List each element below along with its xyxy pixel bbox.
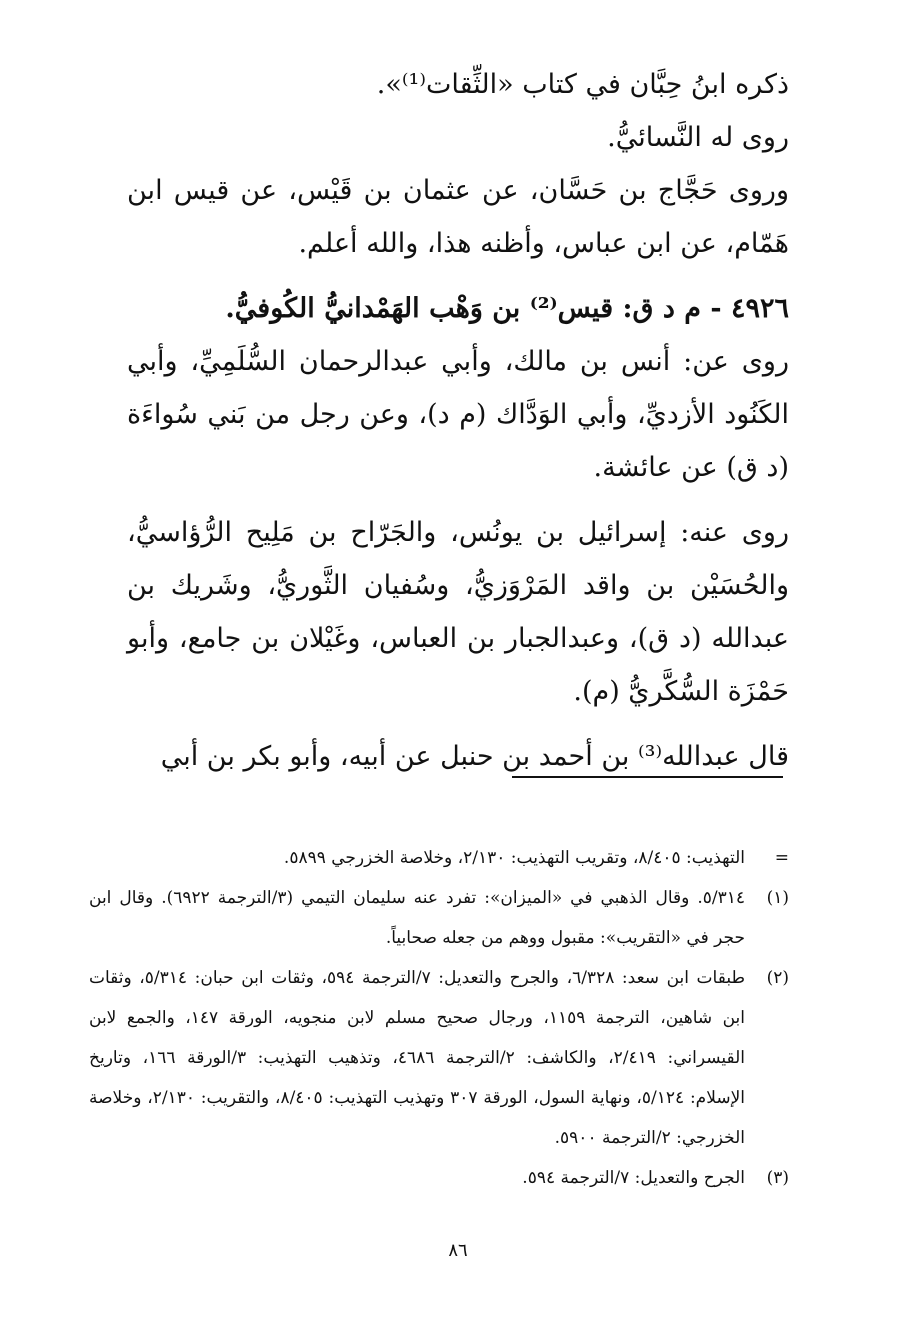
footnote bbox=[89, 1158, 789, 1198]
footnote-text: الجرح والتعديل: ٧/الترجمة ٥٩٤. bbox=[522, 1168, 745, 1188]
footnote-text: طبقات ابن سعد: ٦/٣٢٨، والجرح والتعديل: ٧/الترجمة ٥٩٤، وثقات ابن حبان: ٥/٣١٤، وثقات ابن شاهين، الترجمة ١١٥٩، ورجال صحيح مسلم لابن منجويه، الورقة ١٤٧، والجمع لابن القيسراني: ٢/٤١٩، والكاشف: ٢/الترجمة ٤٦٨٦، وتذهيب التهذيب: ٣/الورقة ١٦٦، وتاريخ الإسلام: ٥/١٢٤، ونهاية السول، الورقة ٣٠٧ وتهذيب التهذيب: ٨/٤٠٥، والتقريب: ٢/١٣٠، وخلاصة الخزرجي: ٢/الترجمة ٥٩٠٠. bbox=[89, 968, 746, 1148]
footnote-text: ٥/٣١٤. وقال الذهبي في «الميزان»: تفرد عنه سليمان التيمي (٣/الترجمة ٦٩٢٢). وقال ابن حجر في «التقريب»: مقبول ووهم من جعله صحابياً. bbox=[89, 888, 745, 948]
footnote-text: التهذيب: ٨/٤٠٥، وتقريب التهذيب: ٢/١٣٠، وخلاصة الخزرجي ٥٨٩٩. bbox=[283, 848, 745, 868]
entry-heading: ٤٩٢٦ - م د ق: قيس⁽²⁾ بن وَهْب الهَمْدانيُّ الكُوفيُّ. bbox=[225, 293, 789, 324]
footnote-number: (١) bbox=[766, 888, 789, 908]
footnote-number: (٢) bbox=[766, 968, 789, 988]
paragraph-hajjaj: وروى حَجَّاج بن حَسَّان، عن عثمان بن قَيْس، عن قيس ابن هَمّام، عن ابن عباس، وأظنه هذا، والله أعلم. bbox=[127, 175, 789, 259]
footnote-number: (٣) bbox=[766, 1168, 789, 1188]
paragraph-ibn-hibban: ذكره ابنُ حِبَّان في كتاب «الثِّقات⁽¹⁾». bbox=[376, 69, 789, 100]
paragraph-abdullah: قال عبدالله⁽³⁾ بن أحمد بن حنبل عن أبيه، وأبو بكر بن أبي bbox=[160, 741, 789, 772]
page-number: ٨٦ bbox=[448, 1240, 468, 1261]
footnote-number: = bbox=[774, 848, 789, 868]
paragraph-narrated-from: روى عن: أنس بن مالك، وأبي عبدالرحمان السُّلَمِيِّ، وأبي الكَنُود الأزديِّ، وأبي الوَدَّاك (م د)، وعن رجل من بَني سُواءَة (د ق) عن عائشة. bbox=[127, 346, 789, 483]
paragraph-nasai: روى له النَّسائيُّ. bbox=[607, 122, 789, 153]
footnote-separator bbox=[512, 776, 783, 778]
footnote bbox=[89, 958, 789, 1158]
main-text bbox=[127, 58, 789, 783]
footnote bbox=[89, 878, 789, 958]
paragraph-narrated-by: روى عنه: إسرائيل بن يونُس، والجَرّاح بن مَلِيح الرُّؤاسيُّ، والحُسَيْن بن واقد المَرْوَزيُّ، وسُفيان الثَّوريُّ، وشَريك بن عبدالله (د ق)، وعبدالجبار بن العباس، وغَيْلان بن جامع، وأبو حَمْزَة السُّكَّريُّ (م). bbox=[127, 517, 789, 707]
footnotes bbox=[89, 838, 789, 1198]
footnote bbox=[89, 838, 789, 878]
